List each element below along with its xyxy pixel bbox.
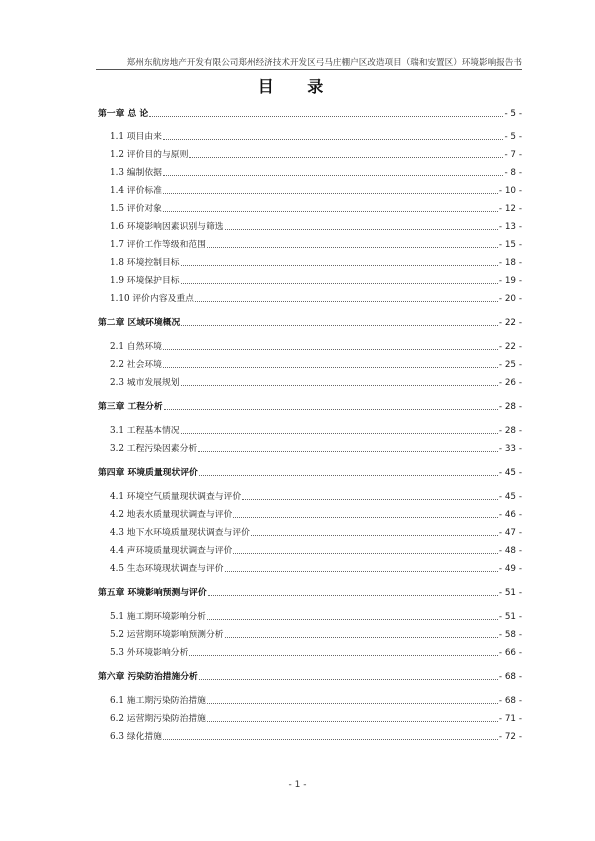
- toc-entry-label: 1.4 评价标准: [110, 186, 162, 196]
- toc-title: 目 录: [257, 77, 338, 96]
- toc-dot-leader: [163, 202, 498, 212]
- toc-dot-leader: [189, 646, 497, 656]
- toc-entry-page: - 28 -: [498, 402, 522, 412]
- toc-section-entry[interactable]: [110, 562, 522, 576]
- toc-section-entry[interactable]: [110, 442, 522, 456]
- toc-section-entry[interactable]: [110, 238, 522, 252]
- toc-entry-page: - 22 -: [498, 342, 522, 352]
- toc-section-entry[interactable]: [110, 646, 522, 660]
- toc-entry-label: 3.1 工程基本情况: [110, 426, 180, 436]
- toc-entry-label: 第四章 环境质量现状评价: [98, 468, 198, 478]
- toc-section-entry[interactable]: [110, 544, 522, 558]
- toc-entry-page: - 46 -: [498, 510, 522, 520]
- toc-entry-page: - 28 -: [498, 426, 522, 436]
- toc-entry-page: - 68 -: [498, 672, 522, 682]
- toc-entry-label: 4.4 声环境质量现状调查与评价: [110, 546, 233, 556]
- toc-dot-leader: [207, 610, 498, 620]
- toc-entry-page: - 48 -: [498, 546, 522, 556]
- toc-entry-label: 1.7 评价工作等级和范围: [110, 240, 206, 250]
- toc-entry-label: 1.10 评价内容及重点: [110, 294, 194, 304]
- toc-entry-page: - 45 -: [498, 492, 522, 502]
- toc-section-entry[interactable]: [110, 256, 522, 270]
- toc-entry-page: - 45 -: [498, 468, 522, 478]
- toc-dot-leader: [207, 694, 498, 704]
- toc-section-entry[interactable]: [110, 508, 522, 522]
- toc-dot-leader: [225, 562, 498, 572]
- toc-chapter-entry[interactable]: [98, 466, 522, 480]
- toc-entry-page: - 12 -: [498, 204, 522, 214]
- toc-dot-leader: [225, 628, 498, 638]
- toc-entry-label: 2.2 社会环境: [110, 360, 162, 370]
- toc-entry-label: 1.5 评价对象: [110, 204, 162, 214]
- toc-entry-label: 5.2 运营期环境影响预测分析: [110, 630, 224, 640]
- toc-dot-leader: [207, 238, 498, 248]
- toc-chapter-entry[interactable]: [98, 586, 522, 600]
- toc-entry-label: 3.2 工程污染因素分析: [110, 444, 198, 454]
- toc-entry-page: - 68 -: [498, 696, 522, 706]
- toc-section-entry[interactable]: [110, 376, 522, 390]
- toc-entry-label: 4.5 生态环境现状调查与评价: [110, 564, 224, 574]
- header-divider: [96, 69, 522, 70]
- toc-chapter-entry[interactable]: [98, 107, 522, 121]
- toc-dot-leader: [199, 466, 498, 476]
- toc-dot-leader: [225, 220, 498, 230]
- toc-entry-label: 1.6 环境影响因素识别与筛选: [110, 222, 224, 232]
- toc-chapter-entry[interactable]: [98, 316, 522, 330]
- toc-entry-page: - 10 -: [498, 186, 522, 196]
- toc-chapter-entry[interactable]: [98, 400, 522, 414]
- toc-dot-leader: [163, 184, 498, 194]
- toc-entry-label: 1.2 评价目的与原则: [110, 150, 189, 160]
- toc-dot-leader: [163, 130, 503, 140]
- toc-section-entry[interactable]: [110, 628, 522, 642]
- toc-chapter-entry[interactable]: [98, 670, 522, 684]
- toc-entry-page: - 20 -: [498, 294, 522, 304]
- toc-dot-leader: [251, 526, 498, 536]
- toc-entry-page: - 18 -: [498, 258, 522, 268]
- toc-section-entry[interactable]: [110, 148, 522, 162]
- toc-entry-page: - 13 -: [498, 222, 522, 232]
- toc-entry-page: - 25 -: [498, 360, 522, 370]
- toc-entry-page: - 58 -: [498, 630, 522, 640]
- toc-section-entry[interactable]: [110, 526, 522, 540]
- toc-dot-leader: [163, 166, 503, 176]
- toc-dot-leader: [181, 376, 498, 386]
- toc-section-entry[interactable]: [110, 610, 522, 624]
- toc-section-entry[interactable]: [110, 220, 522, 234]
- toc-dot-leader: [163, 358, 498, 368]
- toc-dot-leader: [163, 730, 498, 740]
- toc-dot-leader: [181, 424, 498, 434]
- toc-entry-label: 1.1 项目由来: [110, 132, 162, 142]
- toc-section-entry[interactable]: [110, 130, 522, 144]
- toc-entry-label: 4.2 地表水质量现状调查与评价: [110, 510, 233, 520]
- toc-entry-label: 5.3 外环境影响分析: [110, 648, 189, 658]
- toc-entry-label: 4.1 环境空气质量现状调查与评价: [110, 492, 242, 502]
- toc-entry-label: 6.3 绿化措施: [110, 732, 162, 742]
- toc-entry-page: - 15 -: [498, 240, 522, 250]
- toc-dot-leader: [181, 274, 498, 284]
- toc-section-entry[interactable]: [110, 712, 522, 726]
- toc-section-entry[interactable]: [110, 358, 522, 372]
- toc-entry-page: - 5 -: [504, 109, 522, 119]
- toc-section-entry[interactable]: [110, 274, 522, 288]
- toc-entry-page: - 22 -: [498, 318, 522, 328]
- toc-dot-leader: [198, 442, 498, 452]
- running-header: 郑州东航房地产开发有限公司郑州经济技术开发区弓马庄棚户区改造项目（瑞和安置区）环境影响报告书: [126, 58, 522, 68]
- toc-section-entry[interactable]: [110, 292, 522, 306]
- toc-entry-label: 6.2 运营期污染防治措施: [110, 714, 206, 724]
- toc-entry-page: - 7 -: [504, 150, 522, 160]
- toc-dot-leader: [195, 292, 498, 302]
- toc-entry-label: 1.8 环境控制目标: [110, 258, 180, 268]
- toc-dot-leader: [164, 400, 498, 410]
- toc-entry-label: 4.3 地下水环境质量现状调查与评价: [110, 528, 250, 538]
- toc-entry-label: 2.1 自然环境: [110, 342, 162, 352]
- toc-entry-page: - 66 -: [498, 648, 522, 658]
- toc-dot-leader: [242, 490, 498, 500]
- toc-section-entry[interactable]: [110, 424, 522, 438]
- toc-section-entry[interactable]: [110, 490, 522, 504]
- toc-section-entry[interactable]: [110, 166, 522, 180]
- toc-entry-page: - 5 -: [504, 132, 522, 142]
- toc-entry-label: 第六章 污染防治措施分析: [98, 672, 198, 682]
- toc-section-entry[interactable]: [110, 694, 522, 708]
- toc-entry-page: - 72 -: [498, 732, 522, 742]
- toc-entry-page: - 71 -: [498, 714, 522, 724]
- toc-dot-leader: [208, 586, 498, 596]
- toc-entry-page: - 19 -: [498, 276, 522, 286]
- toc-entry-label: 1.3 编制依据: [110, 168, 162, 178]
- toc-entry-page: - 51 -: [498, 588, 522, 598]
- toc-entry-page: - 33 -: [498, 444, 522, 454]
- toc-dot-leader: [181, 316, 498, 326]
- toc-entry-label: 第五章 环境影响预测与评价: [98, 588, 207, 598]
- toc-entry-label: 第三章 工程分析: [98, 402, 163, 412]
- toc-entry-page: - 47 -: [498, 528, 522, 538]
- toc-dot-leader: [163, 340, 498, 350]
- toc-entry-label: 5.1 施工期环境影响分析: [110, 612, 206, 622]
- toc-dot-leader: [207, 712, 498, 722]
- toc-entry-page: - 49 -: [498, 564, 522, 574]
- toc-dot-leader: [199, 670, 498, 680]
- toc-section-entry[interactable]: [110, 202, 522, 216]
- toc-dot-leader: [189, 148, 503, 158]
- toc-dot-leader: [233, 508, 498, 518]
- toc-dot-leader: [181, 256, 498, 266]
- toc-entry-label: 1.9 环境保护目标: [110, 276, 180, 286]
- toc-entry-page: - 26 -: [498, 378, 522, 388]
- toc-entry-label: 第二章 区域环境概况: [98, 318, 181, 328]
- toc-entry-page: - 8 -: [504, 168, 522, 178]
- toc-dot-leader: [149, 107, 503, 117]
- toc-entry-label: 2.3 城市发展规划: [110, 378, 180, 388]
- toc-section-entry[interactable]: [110, 184, 522, 198]
- toc-section-entry[interactable]: [110, 340, 522, 354]
- toc-dot-leader: [233, 544, 498, 554]
- toc-entry-page: - 51 -: [498, 612, 522, 622]
- page-number: - 1 -: [288, 780, 307, 790]
- toc-entry-label: 第一章 总 论: [98, 109, 149, 119]
- toc-section-entry[interactable]: [110, 730, 522, 744]
- toc-entry-label: 6.1 施工期污染防治措施: [110, 696, 206, 706]
